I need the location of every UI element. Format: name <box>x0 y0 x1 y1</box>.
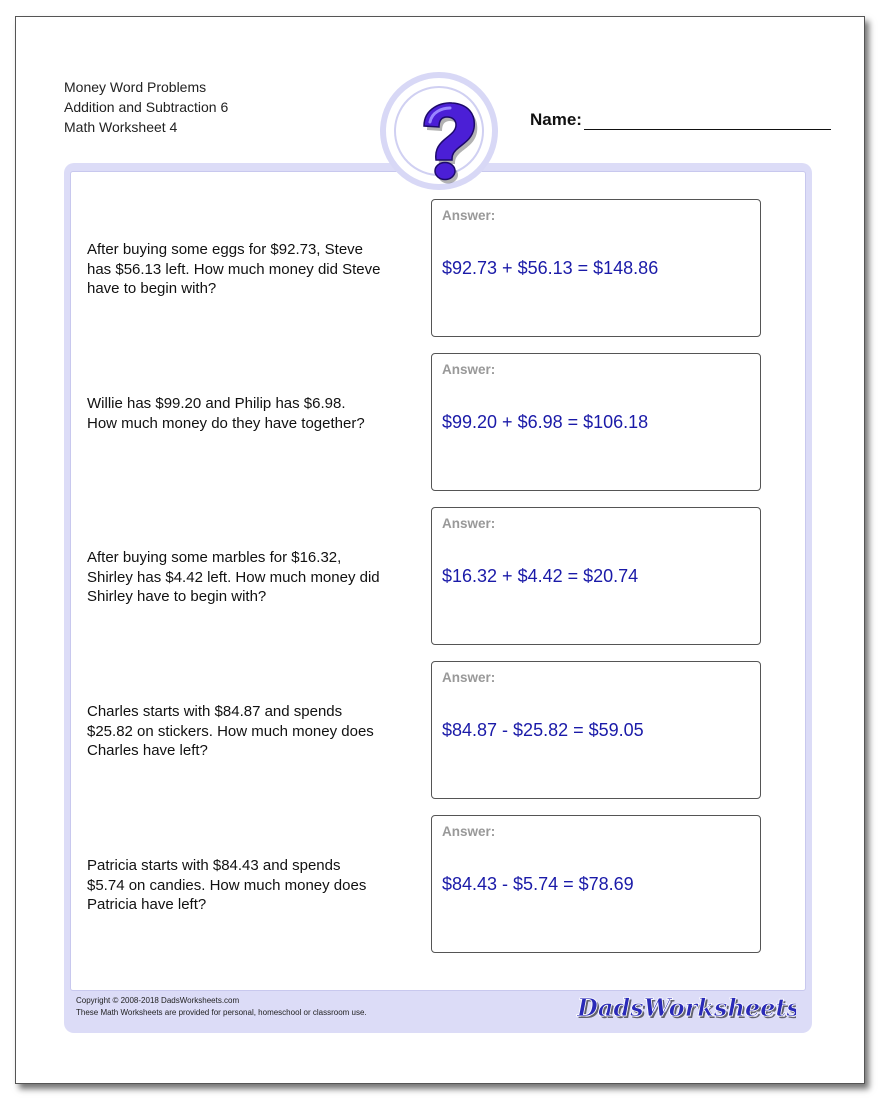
problem-item <box>71 644 807 784</box>
answer-label: Answer: <box>442 362 496 377</box>
answer-text: $84.87 - $25.82 = $59.05 <box>442 720 644 740</box>
worksheet-page <box>15 16 865 1084</box>
problem-item <box>71 798 807 938</box>
brand-logo-text: DadsWorksheet <box>577 993 787 1022</box>
brand-logo-shadow: DadsWorksheet <box>579 995 789 1024</box>
worksheet-title <box>64 77 228 137</box>
problems-frame <box>64 163 812 1033</box>
name-field[interactable] <box>530 110 831 130</box>
copyright-text: Copyright © 2008-2018 DadsWorksheets.com <box>76 996 240 1005</box>
answer-text: $84.43 - $5.74 = $78.69 <box>442 874 634 894</box>
logo-badge <box>380 72 498 190</box>
problems-area <box>70 171 806 991</box>
name-label: Name: <box>530 110 582 129</box>
title-line-3: Math Worksheet 4 <box>64 119 178 135</box>
brand-logo[interactable] <box>576 991 796 1030</box>
usage-notice: These Math Worksheets are provided for personal, homeschool or classroom use. <box>76 1008 367 1017</box>
question-mark-icon <box>414 100 478 184</box>
answer-label: Answer: <box>442 516 496 531</box>
answer-box[interactable] <box>431 661 761 799</box>
answer-text: $92.73 + $56.13 = $148.86 <box>442 258 659 278</box>
answer-box[interactable] <box>431 815 761 953</box>
question-text: Charles starts with $84.87 and spends $25.82 on stickers. How much money does Charles have left? <box>87 703 374 759</box>
answer-text: $99.20 + $6.98 = $106.18 <box>442 412 649 432</box>
question-text: Willie has $99.20 and Philip has $6.98. How much money do they have together? <box>87 395 365 432</box>
footer-text <box>76 995 376 1019</box>
question-text: Patricia starts with $84.43 and spends $5.74 on candies. How much money does Patricia have left? <box>87 857 367 913</box>
problem-item <box>71 336 807 476</box>
problem-item <box>71 182 807 322</box>
answer-label: Answer: <box>442 208 496 223</box>
answer-label: Answer: <box>442 670 496 685</box>
answer-box[interactable] <box>431 353 761 491</box>
question-text: After buying some marbles for $16.32, Shirley has $4.42 left. How much money did Shirley have to begin with? <box>87 549 380 605</box>
question-text: After buying some eggs for $92.73, Steve has $56.13 left. How much money did Steve have to begin with? <box>87 241 381 297</box>
name-blank-line[interactable] <box>584 111 831 130</box>
problem-item <box>71 490 807 630</box>
answer-text: $16.32 + $4.42 = $20.74 <box>442 566 639 586</box>
answer-box[interactable] <box>431 199 761 337</box>
title-line-2: Addition and Subtraction 6 <box>64 99 229 115</box>
answer-label: Answer: <box>442 824 496 839</box>
answer-box[interactable] <box>431 507 761 645</box>
title-line-1: Money Word Problems <box>64 79 207 95</box>
